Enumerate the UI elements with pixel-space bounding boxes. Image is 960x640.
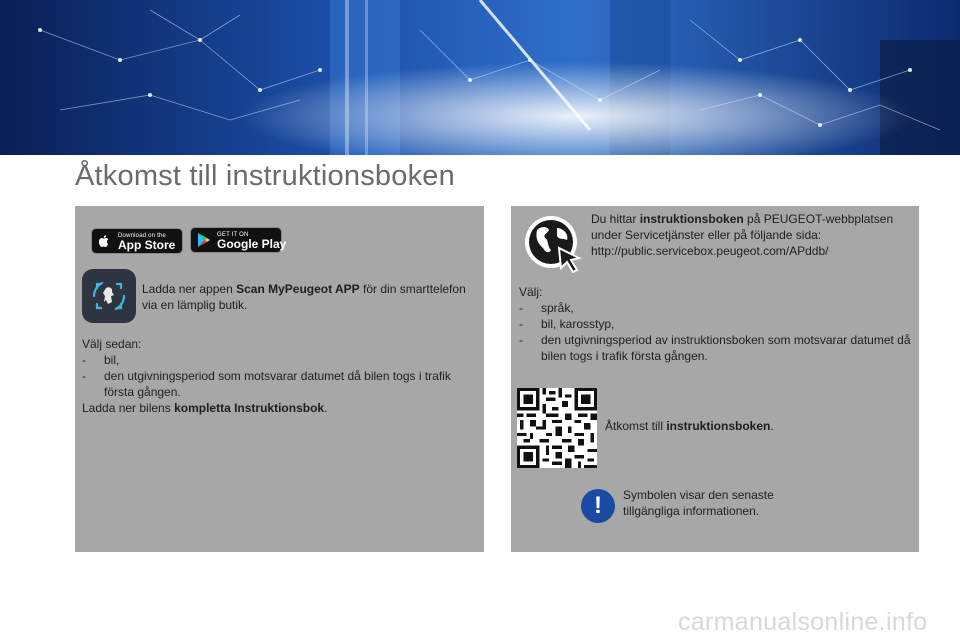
manual-keyword: instruktionsboken [639, 212, 744, 226]
watermark: carmanualsonline.info [678, 608, 928, 636]
list-dash: - [519, 333, 523, 347]
download-text-post: för din smarttelefon via en lämplig butik. [142, 282, 466, 312]
download-instruction [142, 281, 480, 313]
globe-cursor-icon [523, 212, 585, 274]
then-label: Välj sedan: [82, 337, 142, 351]
final-instruction [82, 400, 477, 416]
list-dash: - [519, 301, 523, 315]
header-banner-image [0, 0, 960, 155]
qr-code[interactable] [517, 388, 597, 468]
manual-name: kompletta Instruktionsbok [174, 401, 325, 415]
final-text-pre: Ladda ner bilens [82, 401, 175, 415]
list-item [82, 368, 477, 400]
app-store-big-label: App Store [118, 238, 176, 252]
peugeot-lion-icon [82, 269, 136, 323]
list-dash: - [82, 353, 86, 367]
app-store-small-label: Download on the [118, 233, 167, 239]
list-dash: - [519, 317, 523, 331]
list-item [519, 316, 914, 332]
list-item-text: språk, [541, 301, 574, 315]
intro-text-post: på PEUGEOT-webbplatsen under Servicetjänster eller på följande sida: [591, 212, 894, 242]
app-name: Scan MyPeugeot APP [236, 282, 360, 296]
list-item-text: den utgivningsperiod av instruktionsboken som motsvarar datumet då bilen togs i trafik första gången. [541, 333, 911, 363]
website-intro [591, 211, 913, 259]
servicebox-url[interactable]: http://public.servicebox.peugeot.com/APddb/ [591, 244, 829, 258]
list-dash: - [82, 369, 86, 383]
list-item-text: bil, karosstyp, [541, 317, 615, 331]
list-item-text: den utgivningsperiod som motsvarar datumet då bilen togs i trafik första gången. [104, 369, 451, 399]
list-item-text: bil, [104, 353, 120, 367]
list-item [519, 332, 914, 364]
list-item [82, 352, 477, 368]
choose-label: Välj: [519, 285, 543, 299]
exclamation-icon: ! [581, 489, 615, 523]
qr-caption [605, 418, 905, 434]
intro-text-pre: Du hittar [591, 212, 640, 226]
google-play-small-label: GET IT ON [217, 232, 249, 238]
qr-keyword: instruktionsboken [666, 419, 771, 433]
apple-icon [99, 234, 110, 248]
qr-text-pre: Åtkomst till [605, 419, 667, 433]
google-play-icon [198, 233, 210, 247]
google-play-badge[interactable] [190, 227, 287, 253]
qr-text-post: . [770, 419, 774, 433]
page-title: Åtkomst till instruktionsboken [75, 160, 455, 192]
google-play-big-label: Google Play [217, 237, 287, 251]
app-store-badge[interactable] [91, 228, 183, 254]
final-text-post: . [324, 401, 328, 415]
download-text-pre: Ladda ner appen [142, 282, 237, 296]
symbol-description: Symbolen visar den senaste tillgängliga informationen. [623, 488, 774, 518]
list-item [519, 300, 914, 316]
